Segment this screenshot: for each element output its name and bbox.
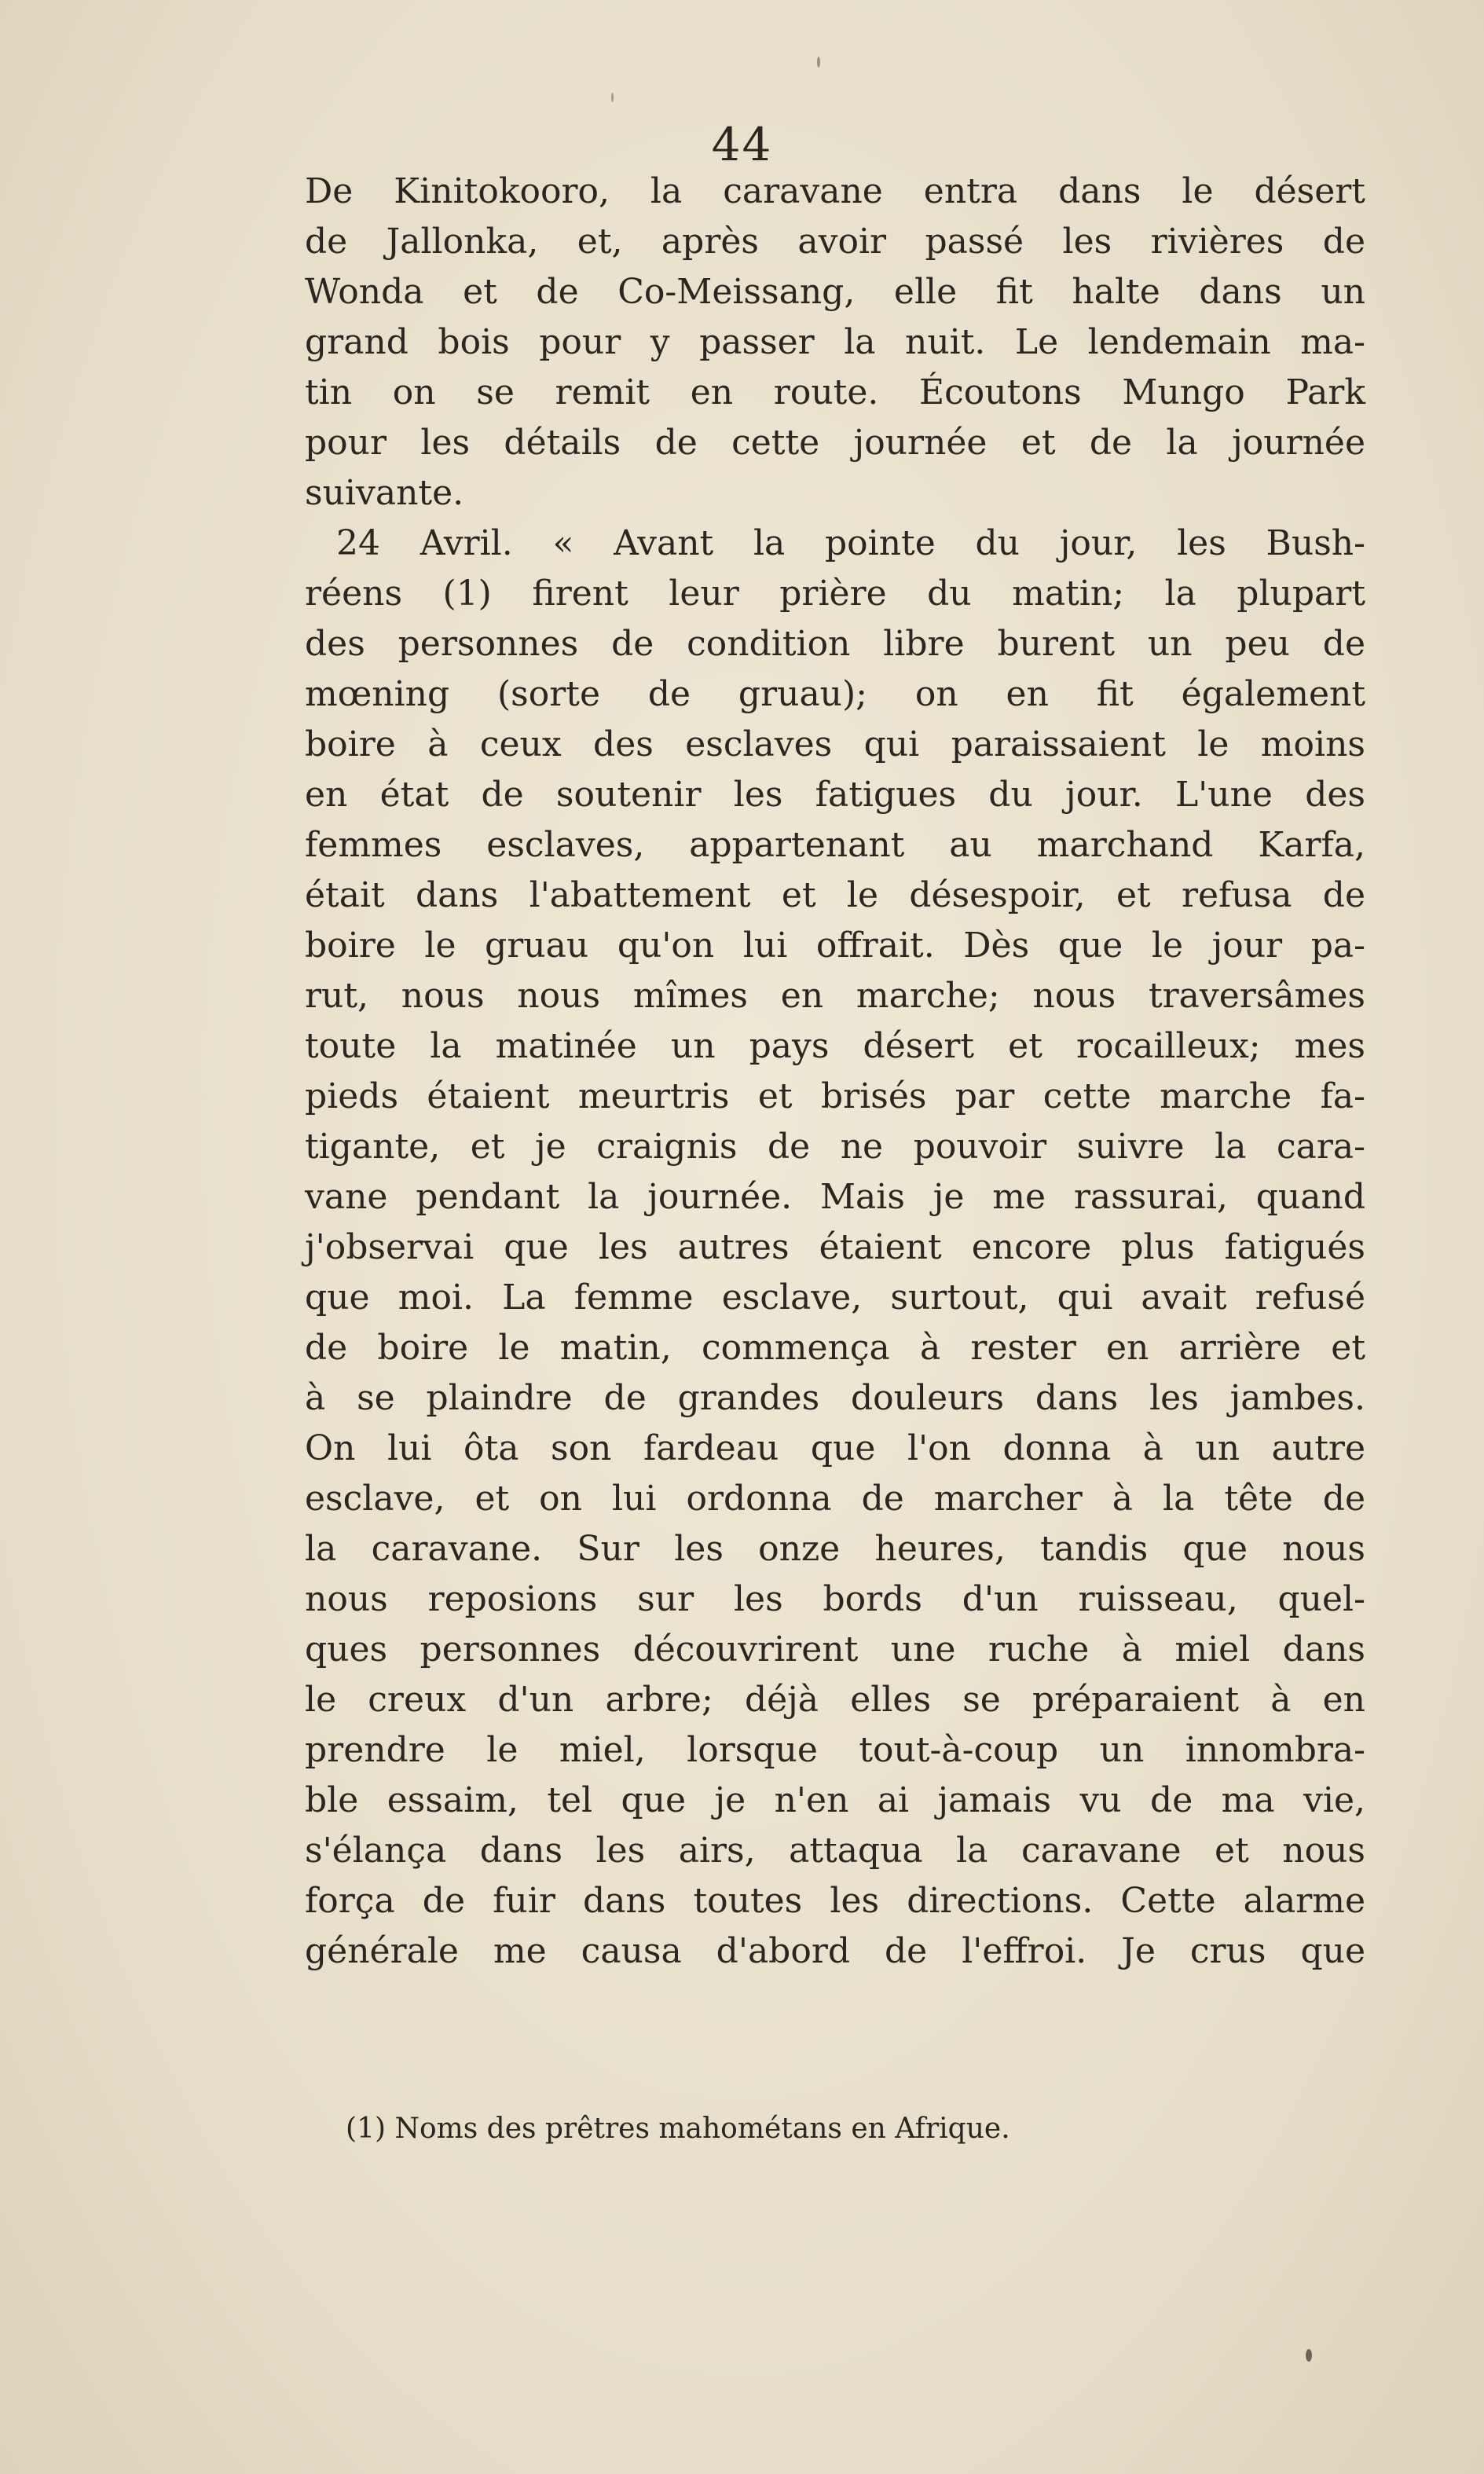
text-line: de Jallonka, et, après avoir passé les rivières de bbox=[305, 222, 1365, 262]
text-line: 24 Avril. « Avant la pointe du jour, les Bush- bbox=[336, 523, 1365, 563]
text-line: nous reposions sur les bords d'un ruisseau, quel- bbox=[305, 1579, 1365, 1619]
text-line: pieds étaient meurtris et brisés par cette marche fa- bbox=[305, 1076, 1365, 1116]
footnote: (1) Noms des prêtres mahométans en Afrique. bbox=[346, 2113, 1010, 2145]
text-line: pour les détails de cette journée et de la journée bbox=[305, 423, 1365, 463]
text-line: tin on se remit en route. Écoutons Mungo Park bbox=[305, 372, 1365, 412]
text-line: On lui ôta son fardeau que l'on donna à un autre bbox=[305, 1428, 1365, 1468]
text-line: la caravane. Sur les onze heures, tandis que nous bbox=[305, 1529, 1365, 1569]
text-line: réens (1) firent leur prière du matin; la plupart bbox=[305, 574, 1365, 614]
text-line: força de fuir dans toutes les directions. Cette alarme bbox=[305, 1881, 1365, 1921]
text-line: toute la matinée un pays désert et rocailleux; mes bbox=[305, 1026, 1365, 1066]
text-line: De Kinitokooro, la caravane entra dans le désert bbox=[305, 171, 1365, 211]
text-line: boire le gruau qu'on lui offrait. Dès que le jour pa- bbox=[305, 925, 1365, 966]
text-line: que moi. La femme esclave, surtout, qui avait refusé bbox=[305, 1277, 1365, 1318]
text-line: s'élança dans les airs, attaqua la caravane et nous bbox=[305, 1831, 1365, 1871]
text-line: générale me causa d'abord de l'effroi. Je crus que bbox=[305, 1931, 1365, 1971]
ink-speck bbox=[611, 93, 614, 102]
text-line: ques personnes découvrirent une ruche à miel dans bbox=[305, 1629, 1365, 1669]
text-line: à se plaindre de grandes douleurs dans les jambes. bbox=[305, 1378, 1365, 1418]
text-line: femmes esclaves, appartenant au marchand Karfa, bbox=[305, 825, 1365, 865]
text-line: était dans l'abattement et le désespoir, et refusa de bbox=[305, 875, 1365, 915]
text-line: le creux d'un arbre; déjà elles se préparaient à en bbox=[305, 1680, 1365, 1720]
text-line: j'observai que les autres étaient encore plus fatigués bbox=[305, 1227, 1365, 1267]
body-text bbox=[305, 167, 1365, 1977]
page-number: 44 bbox=[711, 118, 773, 171]
text-line: suivante. bbox=[305, 473, 464, 513]
text-line: Wonda et de Co-Meissang, elle fit halte dans un bbox=[305, 272, 1365, 312]
text-line: tigante, et je craignis de ne pouvoir suivre la cara- bbox=[305, 1127, 1365, 1167]
text-line: mœning (sorte de gruau); on en fit également bbox=[305, 674, 1365, 714]
text-line: des personnes de condition libre burent un peu de bbox=[305, 624, 1365, 664]
text-line: esclave, et on lui ordonna de marcher à la tête de bbox=[305, 1479, 1365, 1519]
text-line: boire à ceux des esclaves qui paraissaient le moins bbox=[305, 724, 1365, 764]
text-line: vane pendant la journée. Mais je me rassurai, quand bbox=[305, 1177, 1365, 1217]
text-line: prendre le miel, lorsque tout-à-coup un innombra- bbox=[305, 1730, 1365, 1770]
text-line: de boire le matin, commença à rester en arrière et bbox=[305, 1328, 1365, 1368]
text-line: rut, nous nous mîmes en marche; nous traversâmes bbox=[305, 976, 1365, 1016]
text-line: grand bois pour y passer la nuit. Le lendemain ma- bbox=[305, 322, 1365, 362]
ink-speck bbox=[1306, 2349, 1312, 2362]
text-line: en état de soutenir les fatigues du jour. L'une des bbox=[305, 775, 1365, 815]
ink-speck bbox=[817, 57, 820, 68]
text-line: ble essaim, tel que je n'en ai jamais vu de ma vie, bbox=[305, 1780, 1365, 1820]
